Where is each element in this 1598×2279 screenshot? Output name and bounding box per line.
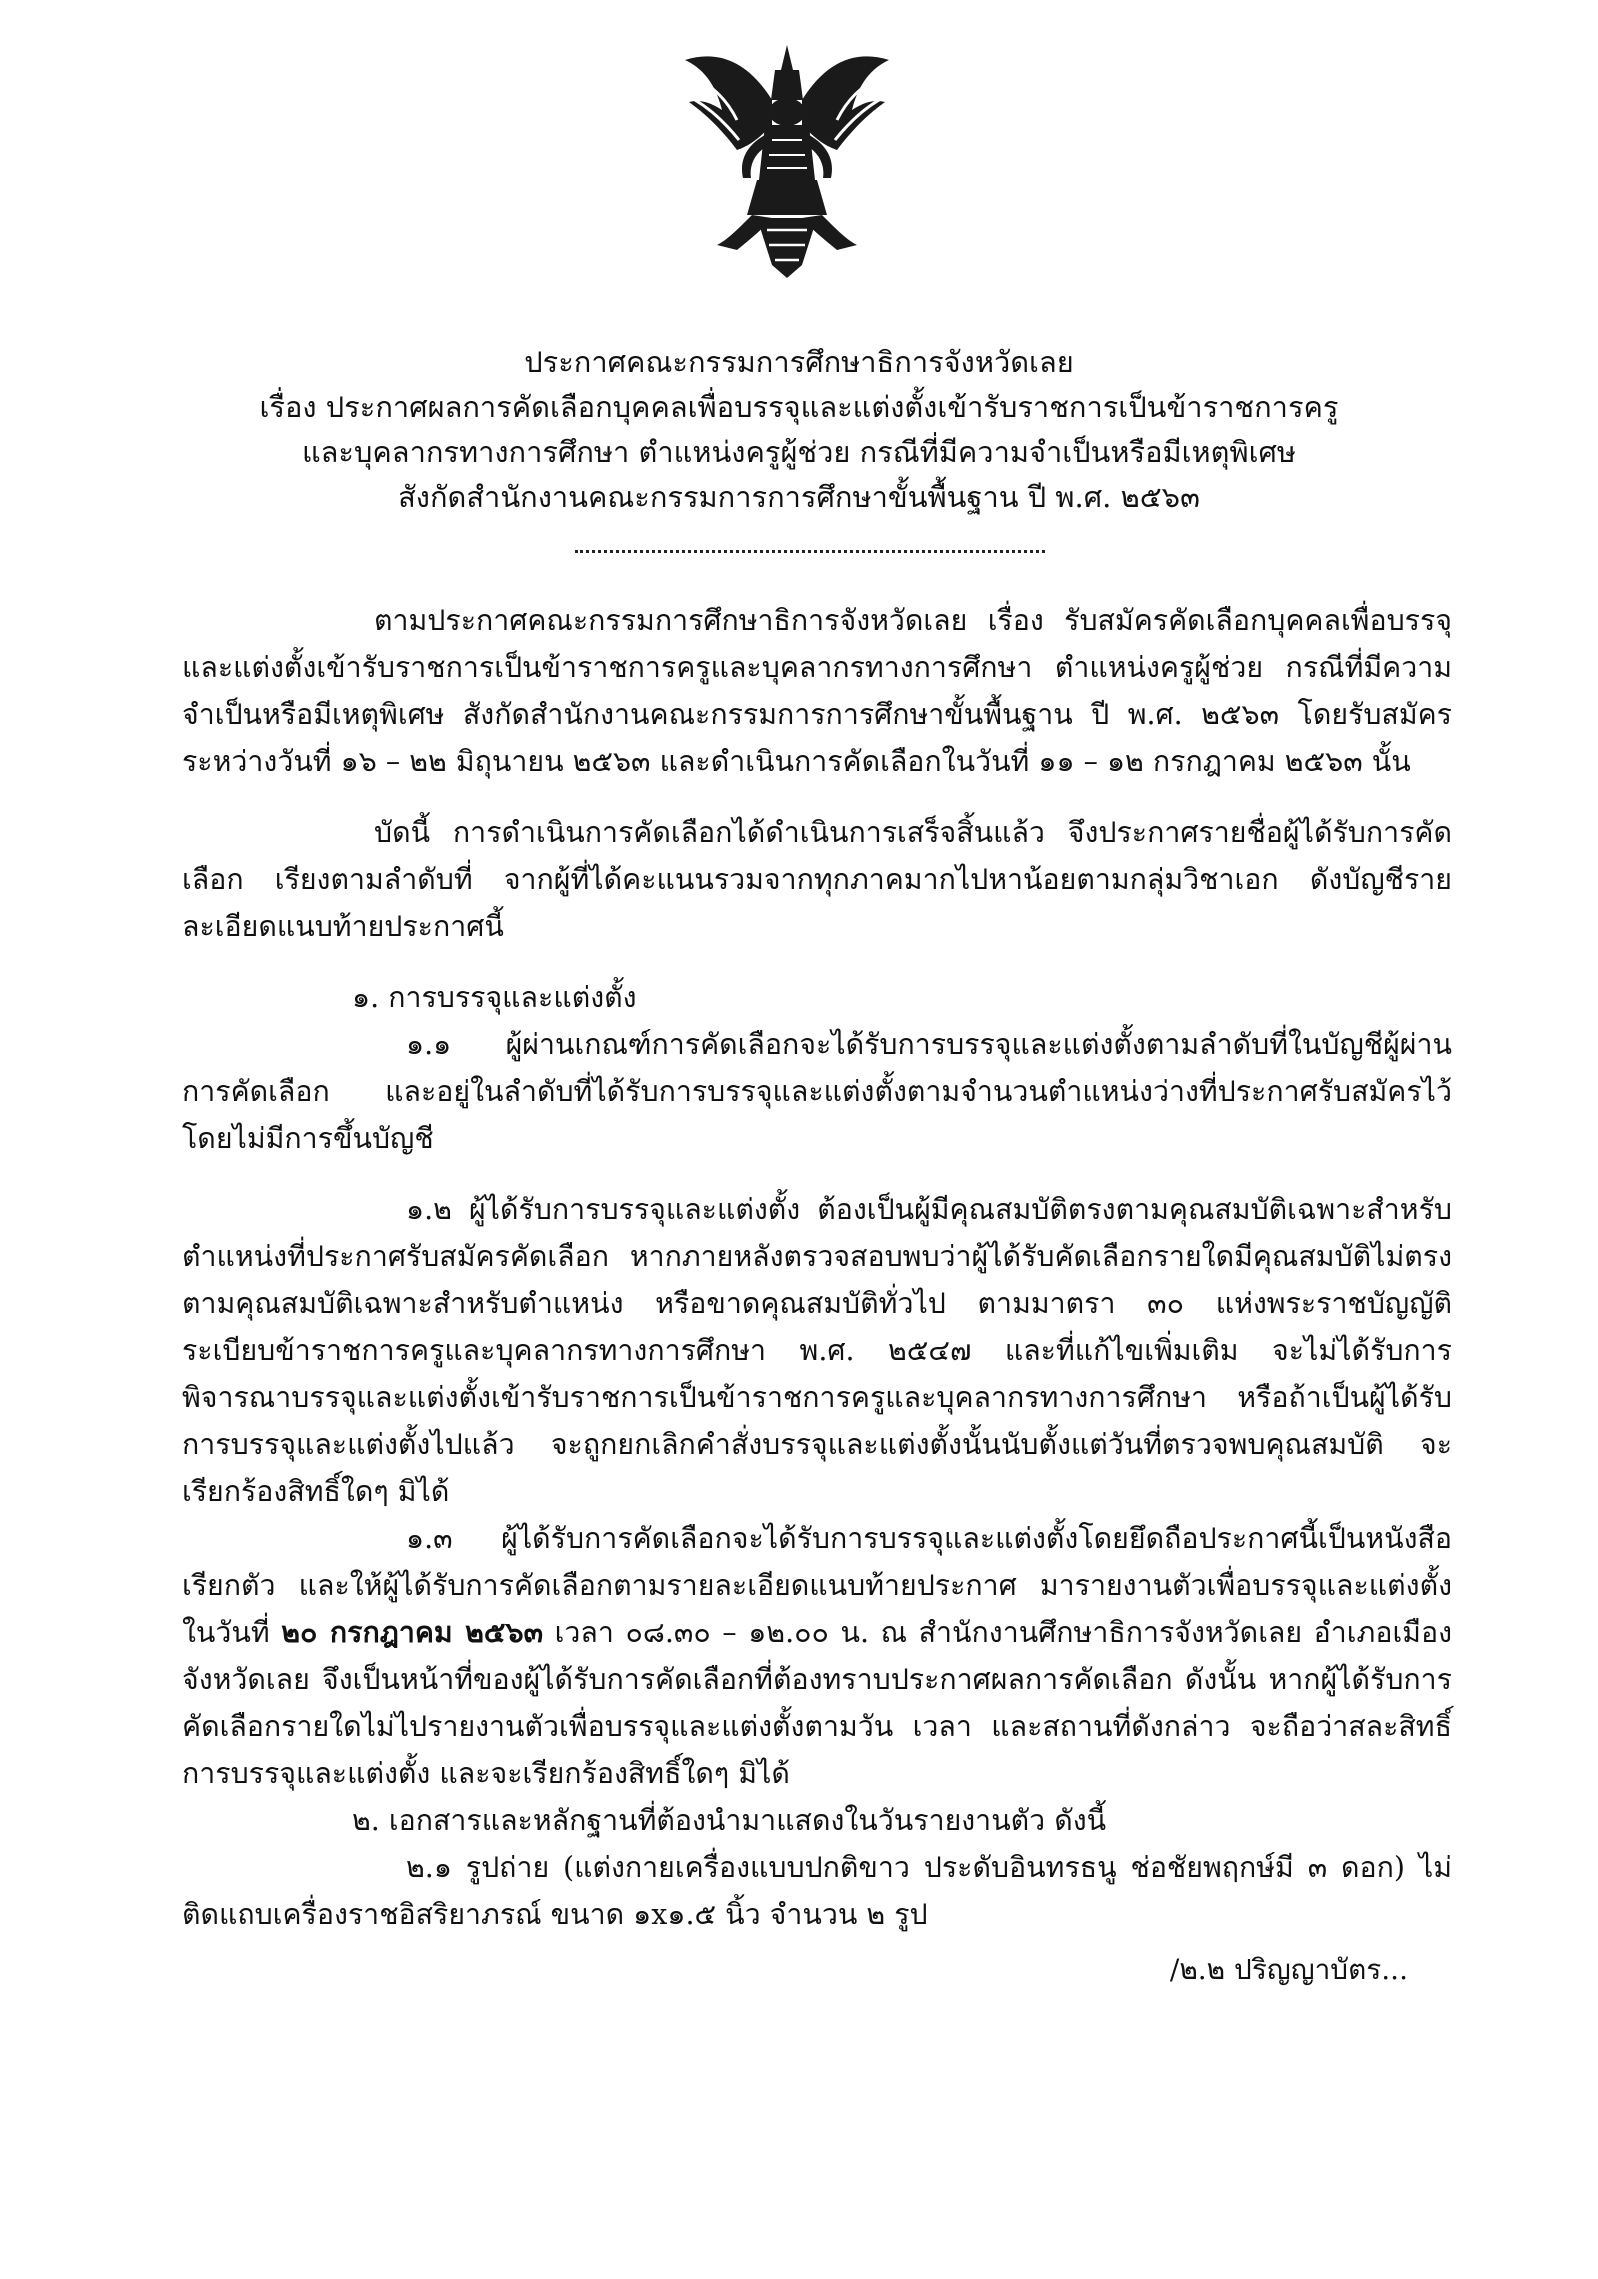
section-1-title: ๑. การบรรจุและแต่งตั้ง	[352, 981, 637, 1014]
report-date: ๒๐ กรกฎาคม ๒๕๖๓	[281, 1615, 544, 1649]
result-paragraph: บัดนี้ การดำเนินการคัดเลือกได้ดำเนินการเสร็จสิ้นแล้ว จึงประกาศรายชื่อผู้ได้รับการคัดเลือก เรียงตามลำดับที่ จากผู้ที่ได้คะแนนรวมจากทุกภาคมากไปหาน้อยตามกลุ่มวิชาเอก ดังบัญชีรายละเอียดแนบท้ายประกาศนี้	[182, 816, 1452, 943]
section-1-2: ๑.๒ ผู้ได้รับการบรรจุและแต่งตั้ง ต้องเป็นผู้มีคุณสมบัติตรงตามคุณสมบัติเฉพาะสำหรับตำแหน่งที่ประกาศรับสมัครคัดเลือก หากภายหลังตรวจสอบพบว่าผู้ได้รับคัดเลือกรายใดมีคุณสมบัติไม่ตรงตามคุณสมบัติเฉพาะสำหรับตำแหน่ง หรือขาดคุณสมบัติทั่วไป ตามมาตรา ๓๐ แห่งพระราชบัญญัติระเบียบข้าราชการครูและบุคลากรทางการศึกษา พ.ศ. ๒๕๔๗ และที่แก้ไขเพิ่มเติม จะไม่ได้รับการพิจารณาบรรจุและแต่งตั้งเข้ารับราชการเป็นข้าราชการครูและบุคลากรทางการศึกษา หรือถ้าเป็นผู้ได้รับการบรรจุและแต่งตั้งไปแล้ว จะถูกยกเลิกคำสั่งบรรจุและแต่งตั้งนั้นนับตั้งแต่วันที่ตรวจพบคุณสมบัติ จะเรียกร้องสิทธิ์ใดๆ มิได้	[182, 1193, 1452, 1508]
garuda-emblem-icon	[677, 40, 897, 280]
announcement-header	[150, 340, 1448, 520]
section-1-3-text-b: เวลา ๐๘.๓๐ – ๑๒.๐๐ น. ณ สำนักงานศึกษาธิการจังหวัดเลย อำเภอเมือง จังหวัดเลย จึงเป็นหน้าที่ของผู้ได้รับการคัดเลือกที่ต้องทราบประกาศผลการคัดเลือก ดังนั้น หากผู้ได้รับการคัดเลือกรายใดไม่ไปรายงานตัวเพื่อบรรจุและแต่งตั้งตามวัน เวลา และสถานที่ดังกล่าว จะถือว่าสละสิทธิ์การบรรจุและแต่งตั้ง และจะเรียกร้องสิทธิ์ใดๆ มิได้	[182, 1616, 1453, 1790]
continued-note: /๒.๒ ปริญญาบัตร...	[1169, 1953, 1408, 1986]
section-1-1: ๑.๑ ผู้ผ่านเกณฑ์การคัดเลือกจะได้รับการบรรจุและแต่งตั้งตามลำดับที่ในบัญชีผู้ผ่านการคัดเลือก และอยู่ในลำดับที่ได้รับการบรรจุและแต่งตั้งตามจำนวนตำแหน่งว่างที่ประกาศรับสมัครไว้โดยไม่มีการขึ้นบัญชี	[182, 1028, 1452, 1155]
intro-paragraph: ตามประกาศคณะกรรมการศึกษาธิการจังหวัดเลย เรื่อง รับสมัครคัดเลือกบุคคลเพื่อบรรจุและแต่งตั้งเข้ารับราชการเป็นข้าราชการครูและบุคลากรทางการศึกษา ตำแหน่งครูผู้ช่วย กรณีที่มีความจำเป็นหรือมีเหตุพิเศษ สังกัดสำนักงานคณะกรรมการการศึกษาขั้นพื้นฐาน ปี พ.ศ. ๒๕๖๓ โดยรับสมัครระหว่างวันที่ ๑๖ – ๒๒ มิถุนายน ๒๕๖๓ และดำเนินการคัดเลือกในวันที่ ๑๑ – ๑๒ กรกฎาคม ๒๕๖๓ นั้น	[182, 604, 1452, 778]
announcement-issuer: ประกาศคณะกรรมการศึกษาธิการจังหวัดเลย	[524, 345, 1074, 379]
announcement-subject-line-3: สังกัดสำนักงานคณะกรรมการการศึกษาขั้นพื้นฐาน ปี พ.ศ. ๒๕๖๓	[398, 480, 1200, 514]
section-2-1: ๒.๑ รูปถ่าย (แต่งกายเครื่องแบบปกติขาว ประดับอินทรธนู ช่อชัยพฤกษ์มี ๓ ดอก) ไม่ติดแถบเครื่องราชอิสริยาภรณ์ ขนาด ๑x๑.๕ นิ้ว จำนวน ๒ รูป	[182, 1851, 1452, 1931]
dotted-separator	[575, 550, 1045, 553]
section-1-3-text-a: ๑.๓ ผู้ได้รับการคัดเลือกจะได้รับการบรรจุและแต่งตั้งโดยยึดถือประกาศนี้เป็นหนังสือเรียกตัว และให้ผู้ได้รับการคัดเลือกตามรายละเอียดแนบท้ายประกาศ มารายงานตัวเพื่อบรรจุและแต่งตั้งในวันที่	[182, 1522, 1452, 1649]
announcement-subject-line-1: เรื่อง ประกาศผลการคัดเลือกบุคคลเพื่อบรรจุและแต่งตั้งเข้ารับราชการเป็นข้าราชการครู	[259, 390, 1339, 424]
announcement-body	[182, 597, 1452, 1938]
announcement-subject-line-2: และบุคลากรทางการศึกษา ตำแหน่งครูผู้ช่วย กรณีที่มีความจำเป็นหรือมีเหตุพิเศษ	[301, 435, 1297, 469]
section-2-title: ๒. เอกสารและหลักฐานที่ต้องนำมาแสดงในวันรายงานตัว ดังนี้	[352, 1804, 1107, 1837]
section-1-3	[182, 1515, 1452, 1797]
